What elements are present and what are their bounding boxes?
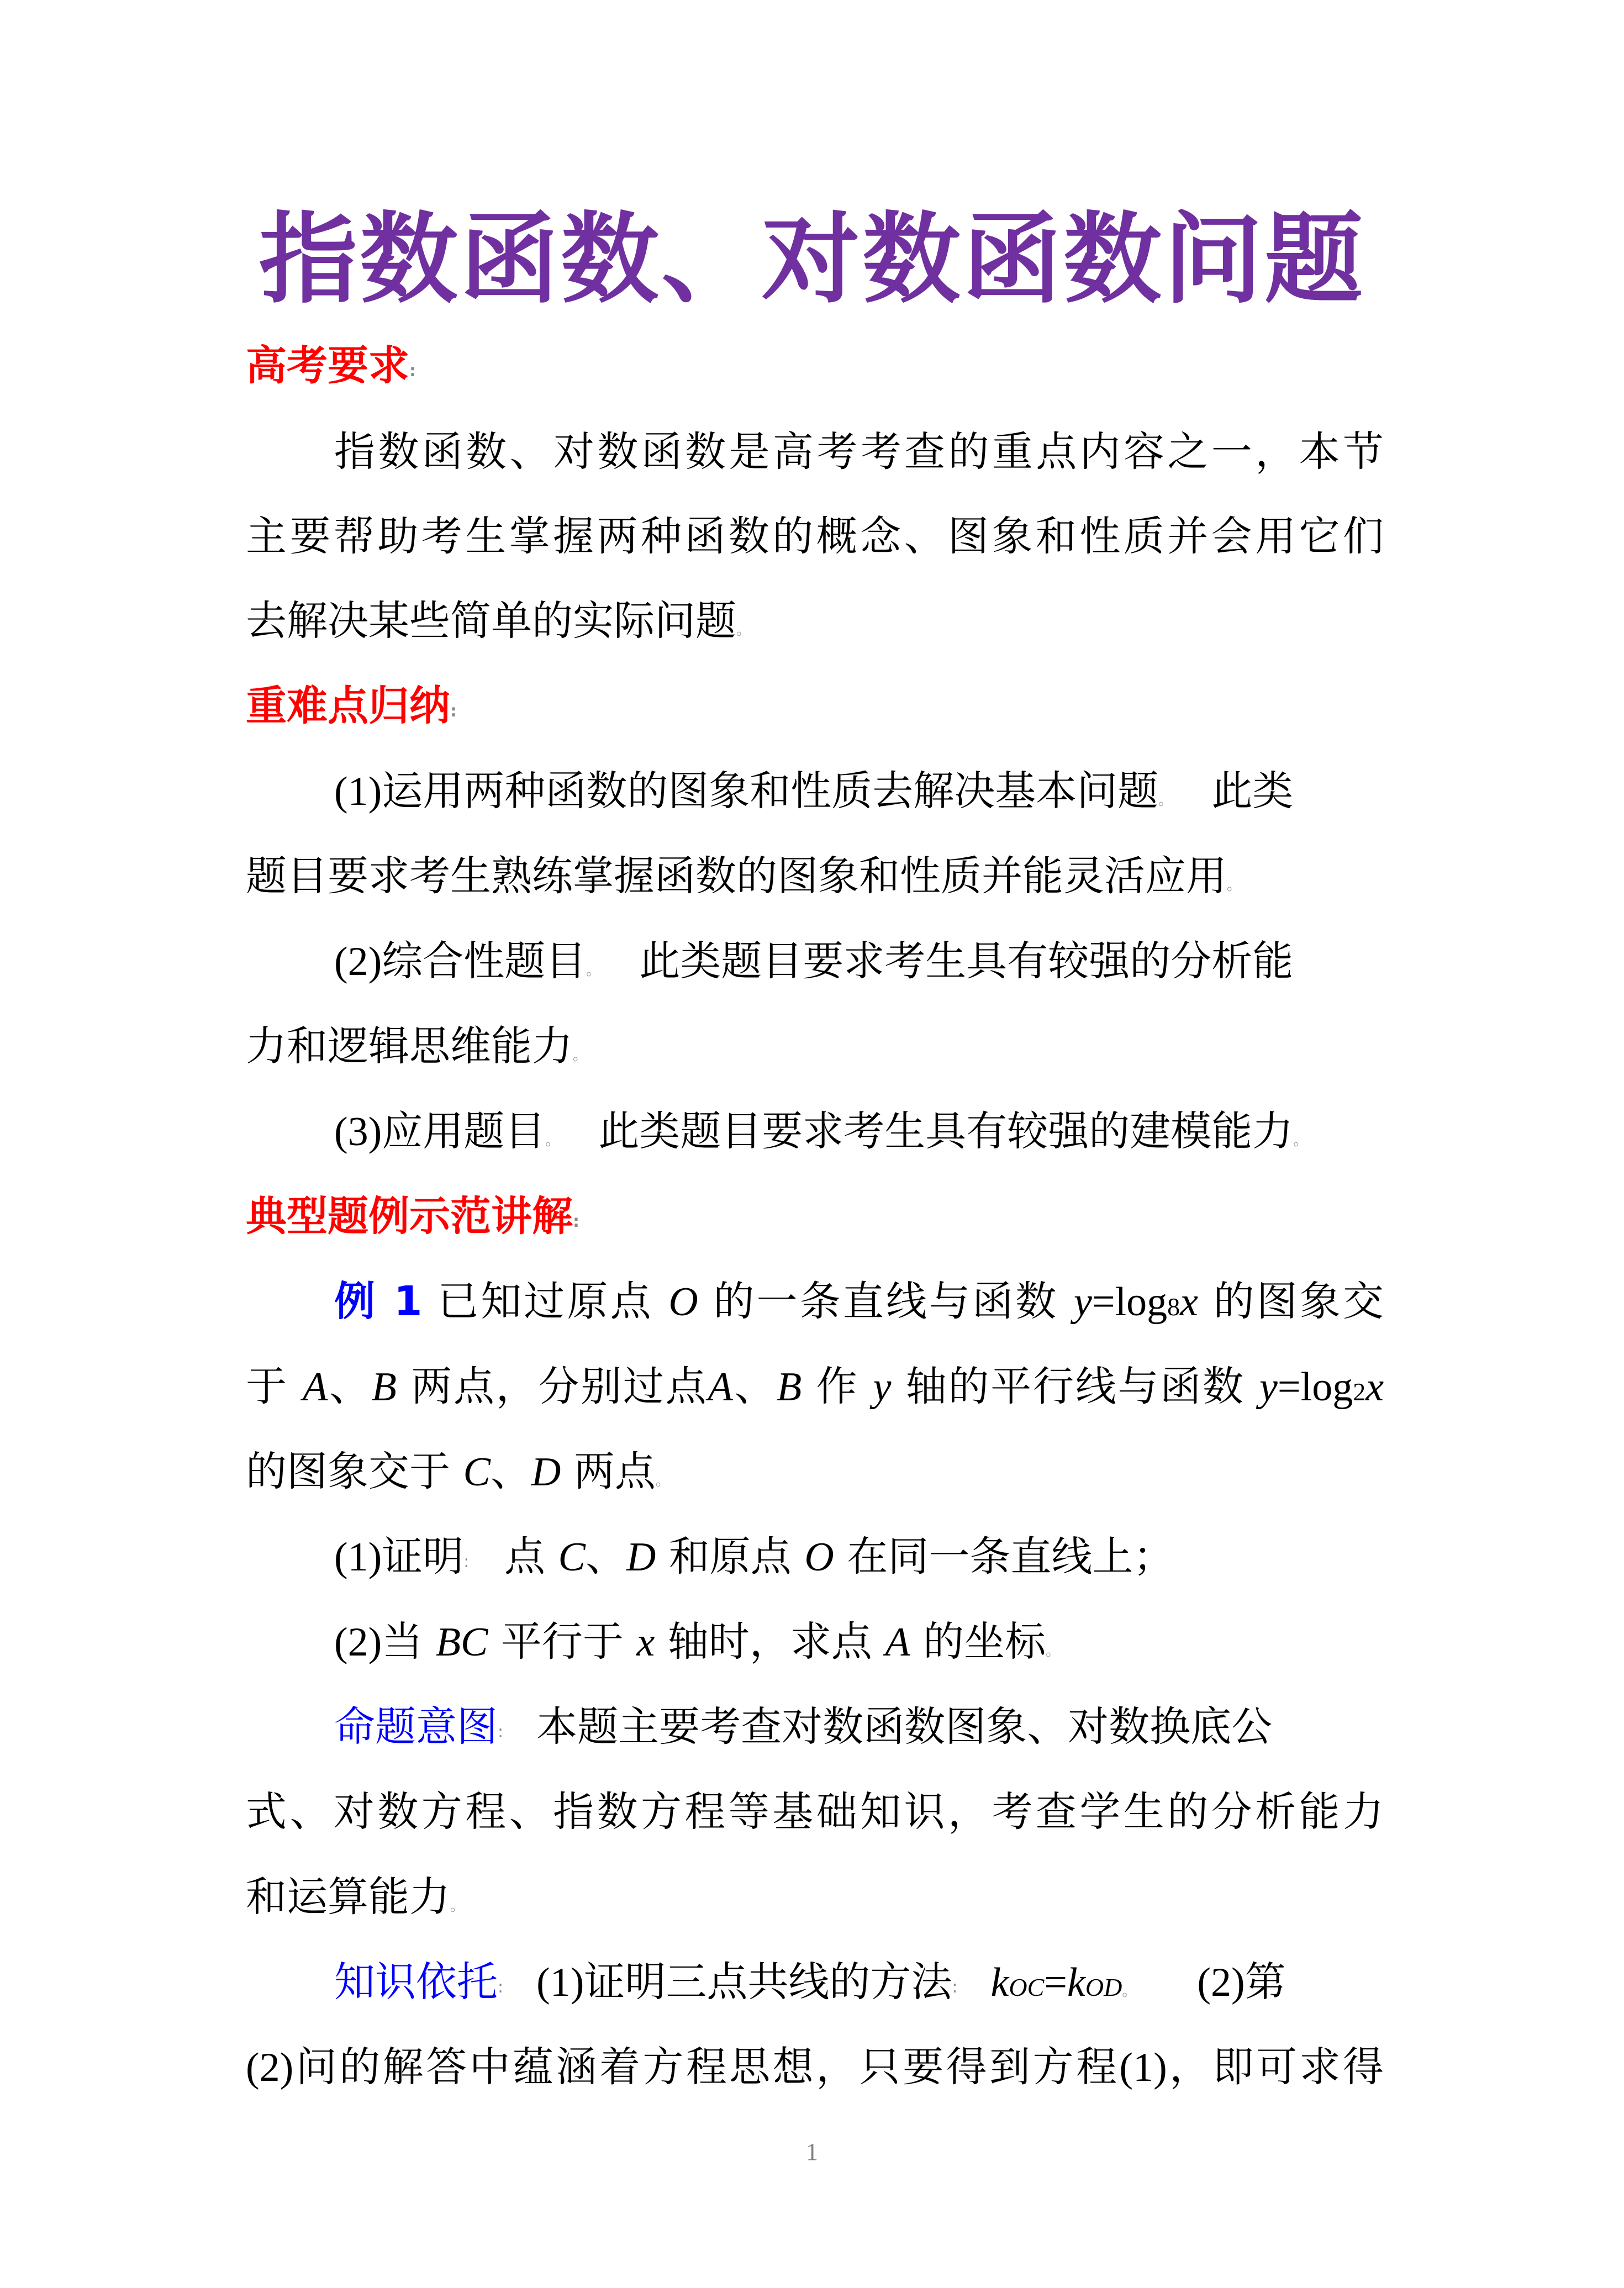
example-1-line-2: 于 A、B 两点，分别过点A、B 作 y 轴的平行线与函数 y=log2x	[246, 1363, 1384, 1410]
intent-label: 命题意图	[334, 1703, 498, 1751]
key-point-2-line-2: 力和逻辑思维能力。	[246, 1022, 588, 1070]
intent-line-2: 式、对数方程、指数方程等基础知识，考查学生的分析能力	[246, 1788, 1384, 1836]
key-point-2-line-1: (2)综合性题目。 此类题目要求考生具有较强的分析能	[334, 937, 1294, 985]
key-point-3-line-1: (3)应用题目。 此类题目要求考生具有较强的建模能力。	[334, 1108, 1308, 1155]
requirements-line-3: 去解决某些简单的实际问题。	[246, 597, 751, 645]
page-title: 指数函数、对数函数问题	[259, 202, 1365, 317]
section-heading-key-points: 重难点归纳:	[246, 682, 457, 730]
key-point-1-line-2: 题目要求考生熟练掌握函数的图象和性质并能灵活应用。	[246, 852, 1242, 900]
colon-mark: :	[409, 361, 416, 381]
section-heading-examples: 典型题例示范讲解:	[246, 1193, 579, 1240]
example-1-question-1: (1)证明: 点 C、D 和原点 O 在同一条直线上；	[334, 1533, 1174, 1580]
intent-line-1: 命题意图: 本题主要考查对数函数图象、对数换底公	[334, 1703, 1273, 1751]
knowledge-line-2: (2)问的解答中蕴涵着方程思想，只要得到方程(1)，即可求得	[246, 2043, 1384, 2091]
requirements-line-2: 主要帮助考生掌握两种函数的概念、图象和性质并会用它们	[246, 513, 1384, 560]
formula-slope: kOC=kOD	[990, 1960, 1122, 2005]
knowledge-line-1: 知识依托: (1)证明三点共线的方法: kOC=kOD。 (2)第	[334, 1958, 1286, 2006]
example-1-line-3: 的图象交于 C、D 两点。	[246, 1448, 670, 1495]
knowledge-label: 知识依托	[334, 1958, 498, 2006]
page-number: 1	[806, 2138, 818, 2165]
key-point-1-line-1: (1)运用两种函数的图象和性质去解决基本问题。 此类	[334, 767, 1294, 815]
formula-log2: y=log2x	[1259, 1364, 1384, 1410]
example-label: 例 1	[334, 1278, 423, 1325]
section-heading-requirements: 高考要求:	[246, 342, 416, 389]
requirements-line-1: 指数函数、对数函数是高考考查的重点内容之一，本节	[334, 428, 1384, 476]
formula-log8: y=log8x	[1074, 1279, 1199, 1325]
example-1-question-2: (2)当 BC 平行于 x 轴时，求点 A 的坐标。	[334, 1618, 1061, 1665]
intent-line-3: 和运算能力。	[246, 1873, 465, 1921]
example-1-line-1: 例 1 已知过原点 O 的一条直线与函数 y=log8x 的图象交	[334, 1278, 1384, 1325]
